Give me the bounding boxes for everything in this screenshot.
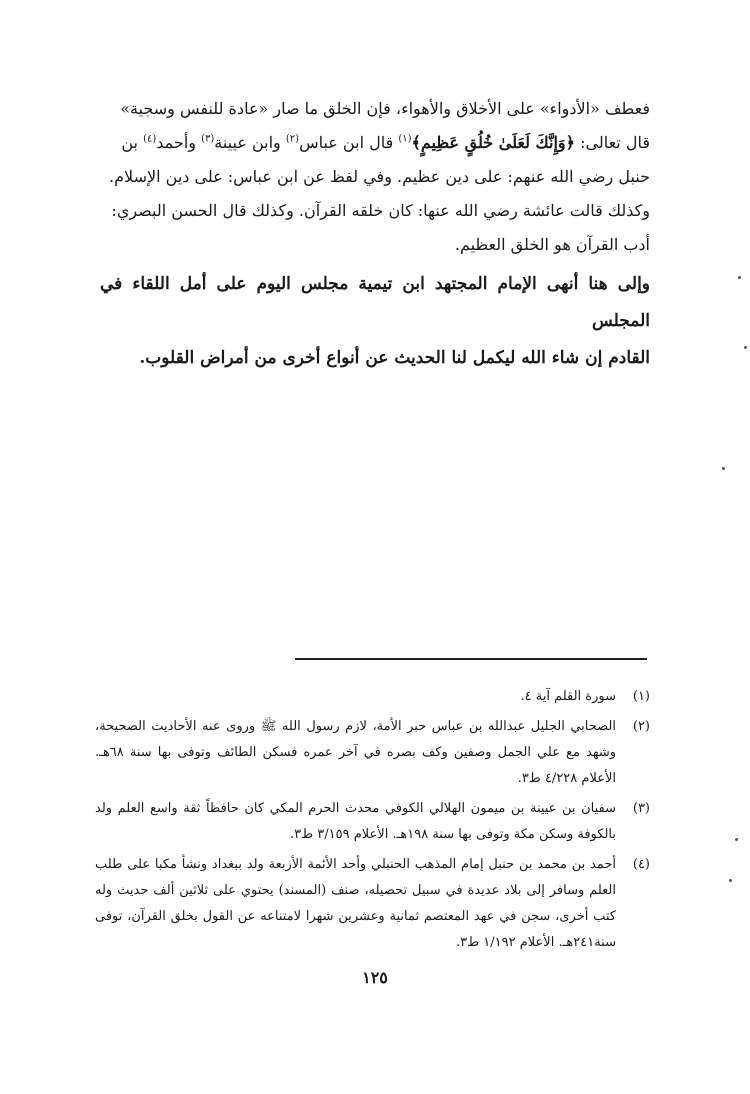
body-text-segment: قال ابن عباس [299,133,394,152]
scan-speck [735,838,738,841]
body-line [100,126,650,160]
footnote-divider [295,658,647,660]
footnote-text: الصحابي الجليل عبدالله بن عباس حبر الأمة، لازم رسول الله ﷺ وروى عنه الأحاديث الصحيحة، وشهد مع علي الجمل وصفين وكف بصره في آخر عمره فسكن الطائف وتوفى بها سنة ٦٨هـ. الأعلام ٤/٢٢٨ ط٣. [95,719,616,786]
body-text-segment: قال تعالى: [580,133,650,152]
scan-speck [738,276,741,279]
scan-speck [744,346,747,349]
footnote-item [95,714,650,792]
footnote-item [95,796,650,848]
body-paragraph [100,92,650,262]
footnote-number: (٤) [632,857,650,872]
footnote-text: سورة القلم آية ٤. [520,689,616,704]
footnote-item [95,852,650,956]
quran-verse: ﴿وَإِنَّكَ لَعَلَىٰ خُلُقٍ عَظِيمٍ﴾ [411,133,576,152]
footnote-ref: (٣) [201,133,215,145]
body-line: وكذلك قالت عائشة رضي الله عنها: كان خلقه القرآن. وكذلك قال الحسن البصري: [111,201,650,220]
footnote-ref: (٢) [285,133,300,145]
footnote-ref: (٤) [143,133,157,145]
body-text-segment: بن [121,133,138,152]
footnote-text: سفيان بن عيينة بن ميمون الهلالي الكوفي محدث الحرم المكي كان حافظاً ثقة واسع العلم ولد بالكوفة وسكن مكة وتوفى بها سنة ١٩٨هـ. الأعلام ٣/١٥٩ ط٣. [95,801,616,842]
footnote-item [95,684,650,710]
footnote-number: (٣) [632,801,650,816]
closing-paragraph [100,266,650,377]
body-line: حنبل رضي الله عنهم: على دين عظيم. وفي لفظ عن ابن عباس: على دين الإسلام. [109,167,650,186]
scan-speck [722,467,725,470]
scan-speck [729,879,732,882]
footnote-ref: (١) [398,133,412,145]
footnote-text: أحمد بن محمد بن حنبل إمام المذهب الحنبلي وأحد الأئمة الأربعة ولد ببغداد ونشأ مكبا على طلب العلم وسافر إلى بلاد عديدة في سبيل تحصيله، صنف (المسند) يحتوي على ثلاثين ألف حديث وله كتب أخرى، سجن في عهد المعتصم ثمانية وعشرين شهرا لامتناعه عن القول بخلق القرآن، توفى سنة٢٤١هـ. الأعلام ١/١٩٢ ط٣. [95,857,616,950]
footnote-number: (٢) [632,719,650,734]
body-text-segment: وابن عيينة [214,133,281,152]
footnote-number: (١) [632,689,650,704]
footnotes [95,684,650,960]
body-text-segment: وأحمد [156,133,196,152]
closing-line: القادم إن شاء الله ليكمل لنا الحديث عن أنواع أخرى من أمراض القلوب. [139,348,650,368]
closing-line: وإلى هنا أنهى الإمام المجتهد ابن تيمية مجلس اليوم على أمل اللقاء في المجلس [100,274,650,331]
body-line: فعطف «الأدواء» على الأخلاق والأهواء، فإن الخلق ما صار «عادة للنفس وسجية» [120,99,650,118]
page-number: ١٢٥ [362,968,388,987]
body-line: أدب القرآن هو الخلق العظيم. [454,235,650,254]
